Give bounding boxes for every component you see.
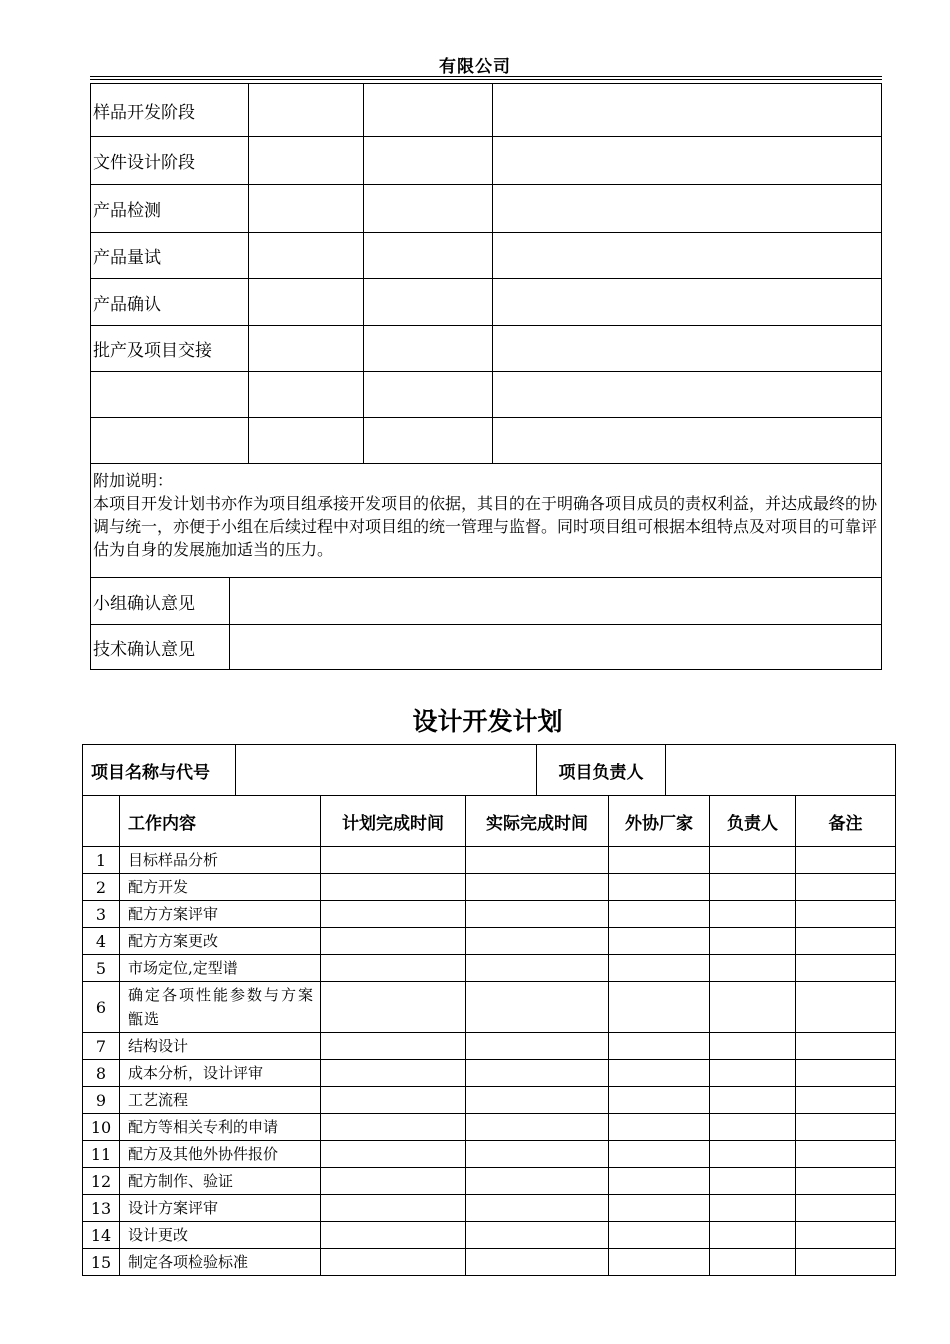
note-body: 本项目开发计划书亦作为项目组承接开发项目的依据，其目的在于明确各项目成员的责权利益，并达成最终的协调与统一，亦便于小组在后续过程中对项目组的统一管理与监督。同时项目组可根据本组特点及对项目的可靠评估为自身的发展施加适当的压力。 (93, 494, 878, 559)
remark-cell[interactable] (796, 1060, 896, 1087)
plan-table (82, 744, 896, 1276)
vendor-cell[interactable] (609, 1087, 710, 1114)
owner-cell[interactable] (710, 1033, 796, 1060)
stage-cell[interactable] (364, 233, 493, 279)
stage-cell[interactable] (249, 185, 364, 233)
task-row (83, 1195, 896, 1222)
remark-cell[interactable] (796, 1033, 896, 1060)
actual-time-cell[interactable] (466, 1195, 609, 1222)
plan-title: 设计开发计划 (412, 707, 563, 736)
task-name: 工艺流程 (120, 1087, 321, 1114)
task-name: 配方及其他外协件报价 (120, 1141, 321, 1168)
stage-cell[interactable] (364, 418, 493, 464)
stage-cell[interactable] (249, 233, 364, 279)
task-name: 设计方案评审 (120, 1195, 321, 1222)
stage-name: 文件设计阶段 (91, 137, 249, 185)
work-content-header: 工作内容 (120, 796, 321, 847)
planned-time-cell[interactable] (321, 1060, 466, 1087)
task-number: 9 (83, 1087, 120, 1114)
planned-time-cell[interactable] (321, 955, 466, 982)
vendor-cell[interactable] (609, 847, 710, 874)
task-name: 制定各项检验标准 (120, 1249, 321, 1276)
task-number: 5 (83, 955, 120, 982)
stage-cell[interactable] (493, 185, 882, 233)
remark-cell[interactable] (796, 901, 896, 928)
owner-cell[interactable] (710, 1249, 796, 1276)
remark-cell[interactable] (796, 1222, 896, 1249)
actual-time-cell[interactable] (466, 1249, 609, 1276)
remark-cell[interactable] (796, 982, 896, 1033)
task-row (83, 928, 896, 955)
vendor-header: 外协厂家 (609, 796, 710, 847)
stage-row (91, 326, 882, 372)
stage-cell[interactable] (364, 137, 493, 185)
planned-time-cell[interactable] (321, 1222, 466, 1249)
planned-time-cell[interactable] (321, 847, 466, 874)
owner-cell[interactable] (710, 1195, 796, 1222)
planned-time-cell[interactable] (321, 928, 466, 955)
remark-cell[interactable] (796, 1087, 896, 1114)
task-number: 6 (83, 982, 120, 1033)
tech-opinion-field[interactable] (230, 625, 882, 670)
owner-cell[interactable] (710, 901, 796, 928)
stage-cell[interactable] (249, 372, 364, 418)
stage-name: 产品量试 (91, 233, 249, 279)
vendor-cell[interactable] (609, 874, 710, 901)
actual-time-cell[interactable] (466, 1033, 609, 1060)
header-rule (90, 76, 882, 77)
owner-cell[interactable] (710, 1168, 796, 1195)
planned-time-cell[interactable] (321, 1087, 466, 1114)
actual-time-cell[interactable] (466, 1168, 609, 1195)
task-number: 14 (83, 1222, 120, 1249)
task-row (83, 1249, 896, 1276)
planned-time-header: 计划完成时间 (321, 796, 466, 847)
task-row (83, 1141, 896, 1168)
task-name: 成本分析，设计评审 (120, 1060, 321, 1087)
stage-cell[interactable] (493, 279, 882, 326)
stage-table (90, 83, 882, 670)
vendor-cell[interactable] (609, 1033, 710, 1060)
stage-cell[interactable] (364, 84, 493, 137)
task-number: 8 (83, 1060, 120, 1087)
opinion-row (91, 578, 882, 625)
remark-cell[interactable] (796, 1141, 896, 1168)
group-opinion-field[interactable] (230, 578, 882, 625)
actual-time-cell[interactable] (466, 928, 609, 955)
vendor-cell[interactable] (609, 1249, 710, 1276)
planned-time-cell[interactable] (321, 982, 466, 1033)
stage-cell[interactable] (493, 372, 882, 418)
stage-cell[interactable] (249, 418, 364, 464)
actual-time-cell[interactable] (466, 1114, 609, 1141)
task-name: 配方等相关专利的申请 (120, 1114, 321, 1141)
task-name: 配方开发 (120, 874, 321, 901)
remark-cell[interactable] (796, 1195, 896, 1222)
column-header-row (83, 796, 896, 847)
task-name: 市场定位,定型谱 (120, 955, 321, 982)
task-row (83, 1168, 896, 1195)
owner-cell[interactable] (710, 874, 796, 901)
project-info-row (83, 745, 896, 796)
task-number: 2 (83, 874, 120, 901)
company-header: 有限公司 (439, 57, 511, 77)
stage-name[interactable] (91, 372, 249, 418)
stage-cell[interactable] (249, 137, 364, 185)
additional-notes (91, 464, 882, 578)
task-number: 10 (83, 1114, 120, 1141)
task-row (83, 1087, 896, 1114)
task-row (83, 901, 896, 928)
planned-time-cell[interactable] (321, 1141, 466, 1168)
vendor-cell[interactable] (609, 1195, 710, 1222)
task-number: 4 (83, 928, 120, 955)
vendor-cell[interactable] (609, 1060, 710, 1087)
remark-header: 备注 (796, 796, 896, 847)
task-row (83, 1033, 896, 1060)
remark-cell[interactable] (796, 955, 896, 982)
project-name-label: 项目名称与代号 (83, 745, 236, 796)
task-number: 12 (83, 1168, 120, 1195)
stage-name: 批产及项目交接 (91, 326, 249, 372)
planned-time-cell[interactable] (321, 874, 466, 901)
vendor-cell[interactable] (609, 1141, 710, 1168)
opinion-row (91, 625, 882, 670)
remark-cell[interactable] (796, 1168, 896, 1195)
stage-row (91, 137, 882, 185)
group-opinion-label: 小组确认意见 (91, 578, 230, 625)
stage-cell[interactable] (364, 279, 493, 326)
planned-time-cell[interactable] (321, 1114, 466, 1141)
stage-cell[interactable] (249, 326, 364, 372)
task-number: 11 (83, 1141, 120, 1168)
owner-cell[interactable] (710, 982, 796, 1033)
remark-cell[interactable] (796, 1249, 896, 1276)
stage-cell[interactable] (364, 372, 493, 418)
project-lead-label: 项目负责人 (537, 745, 666, 796)
vendor-cell[interactable] (609, 928, 710, 955)
stage-name: 产品确认 (91, 279, 249, 326)
stage-cell[interactable] (364, 326, 493, 372)
task-number: 3 (83, 901, 120, 928)
actual-time-cell[interactable] (466, 1222, 609, 1249)
actual-time-cell[interactable] (466, 982, 609, 1033)
task-name: 结构设计 (120, 1033, 321, 1060)
remark-cell[interactable] (796, 847, 896, 874)
project-lead-field[interactable] (666, 745, 896, 796)
task-row (83, 955, 896, 982)
planned-time-cell[interactable] (321, 1033, 466, 1060)
actual-time-cell[interactable] (466, 1141, 609, 1168)
task-name: 配方方案评审 (120, 901, 321, 928)
tech-opinion-label: 技术确认意见 (91, 625, 230, 670)
task-number: 13 (83, 1195, 120, 1222)
planned-time-cell[interactable] (321, 901, 466, 928)
vendor-cell[interactable] (609, 901, 710, 928)
stage-cell[interactable] (364, 185, 493, 233)
stage-cell[interactable] (493, 137, 882, 185)
task-row (83, 1060, 896, 1087)
note-title: 附加说明： (93, 471, 174, 490)
stage-name: 产品检测 (91, 185, 249, 233)
owner-header: 负责人 (710, 796, 796, 847)
stage-row (91, 185, 882, 233)
stage-row (91, 233, 882, 279)
owner-cell[interactable] (710, 1060, 796, 1087)
task-number: 15 (83, 1249, 120, 1276)
stage-row (91, 372, 882, 418)
task-number: 1 (83, 847, 120, 874)
task-row (83, 1114, 896, 1141)
task-row (83, 847, 896, 874)
stage-cell[interactable] (249, 84, 364, 137)
stage-cell[interactable] (493, 326, 882, 372)
stage-cell[interactable] (493, 418, 882, 464)
vendor-cell[interactable] (609, 1168, 710, 1195)
actual-time-cell[interactable] (466, 901, 609, 928)
task-name: 配方制作、验证 (120, 1168, 321, 1195)
actual-time-cell[interactable] (466, 874, 609, 901)
task-name: 目标样品分析 (120, 847, 321, 874)
vendor-cell[interactable] (609, 955, 710, 982)
stage-row (91, 418, 882, 464)
stage-row (91, 279, 882, 326)
actual-time-header: 实际完成时间 (466, 796, 609, 847)
task-name: 确定各项性能参数与方案甑选 (120, 982, 321, 1033)
task-name: 配方方案更改 (120, 928, 321, 955)
project-name-field[interactable] (236, 745, 537, 796)
stage-cell[interactable] (493, 233, 882, 279)
task-row (83, 982, 896, 1033)
owner-cell[interactable] (710, 928, 796, 955)
owner-cell[interactable] (710, 1222, 796, 1249)
vendor-cell[interactable] (609, 1222, 710, 1249)
owner-cell[interactable] (710, 1114, 796, 1141)
actual-time-cell[interactable] (466, 1060, 609, 1087)
owner-cell[interactable] (710, 1087, 796, 1114)
actual-time-cell[interactable] (466, 847, 609, 874)
number-header (83, 796, 120, 847)
planned-time-cell[interactable] (321, 1249, 466, 1276)
stage-cell[interactable] (249, 279, 364, 326)
vendor-cell[interactable] (609, 982, 710, 1033)
owner-cell[interactable] (710, 847, 796, 874)
header-rule (90, 79, 882, 80)
vendor-cell[interactable] (609, 1114, 710, 1141)
planned-time-cell[interactable] (321, 1195, 466, 1222)
task-name: 设计更改 (120, 1222, 321, 1249)
stage-cell[interactable] (493, 84, 882, 137)
owner-cell[interactable] (710, 1141, 796, 1168)
remark-cell[interactable] (796, 928, 896, 955)
remark-cell[interactable] (796, 874, 896, 901)
task-number: 7 (83, 1033, 120, 1060)
task-row (83, 874, 896, 901)
actual-time-cell[interactable] (466, 955, 609, 982)
stage-name[interactable] (91, 418, 249, 464)
owner-cell[interactable] (710, 955, 796, 982)
task-row (83, 1222, 896, 1249)
stage-row (91, 84, 882, 137)
remark-cell[interactable] (796, 1114, 896, 1141)
stage-name: 样品开发阶段 (91, 84, 249, 137)
planned-time-cell[interactable] (321, 1168, 466, 1195)
note-row (91, 464, 882, 578)
actual-time-cell[interactable] (466, 1087, 609, 1114)
